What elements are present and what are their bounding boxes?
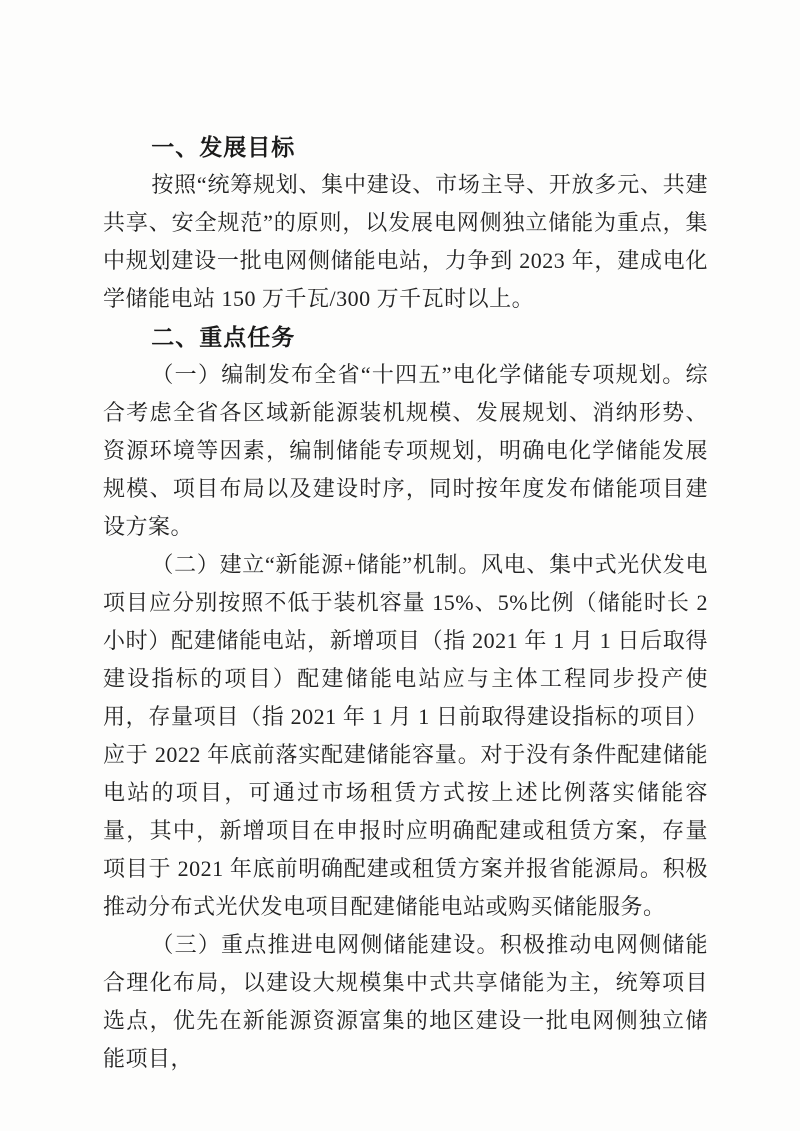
document-paragraph: （三）重点推进电网侧储能建设。积极推动电网侧储能合理化布局，以建设大规模集中式共享储能为主，统筹项目选点，优先在新能源资源富集的地区建设一批电网侧独立储能项目， bbox=[103, 932, 708, 1071]
document-paragraph: （二）建立“新能源+储能”机制。风电、集中式光伏发电项目应分别按照不低于装机容量 15%、5%比例（储能时长 2 小时）配建储能电站，新增项目（指 2021 年 1 月 1 日后取得建设指标的项目）配建储能电站应与主体工程同步投产使用，存量项目（指 2021 年 1 月 1 日前取得建设指标的项目）应于 2022 年底前落实配建储能容量。对于没有条件配建储能电站的项目，可通过市场租赁方式按上述比例落实储能容量，其中，新增项目在申报时应明确配建或租赁方案，存量项目于 2021 年底前明确配建或租赁方案并报省能源局。积极推动分布式光伏发电项目配建储能电站或购买储能服务。 bbox=[103, 552, 708, 919]
document-paragraph: （一）编制发布全省“十四五”电化学储能专项规划。综合考虑全省各区域新能源装机规模、发展规划、消纳形势、资源环境等因素，编制储能专项规划，明确电化学储能发展规模、项目布局以及建设时序，同时按年度发布储能项目建设方案。 bbox=[103, 362, 708, 539]
document-paragraph: 按照“统筹规划、集中建设、市场主导、开放多元、共建共享、安全规范”的原则，以发展电网侧独立储能为重点，集中规划建设一批电网侧储能电站，力争到 2023 年，建成电化学储能电站 150 万千瓦/300 万千瓦时以上。 bbox=[103, 172, 708, 311]
document-heading: 二、重点任务 bbox=[151, 324, 296, 350]
document-heading: 一、发展目标 bbox=[151, 134, 296, 160]
document-text-block bbox=[103, 128, 708, 1078]
